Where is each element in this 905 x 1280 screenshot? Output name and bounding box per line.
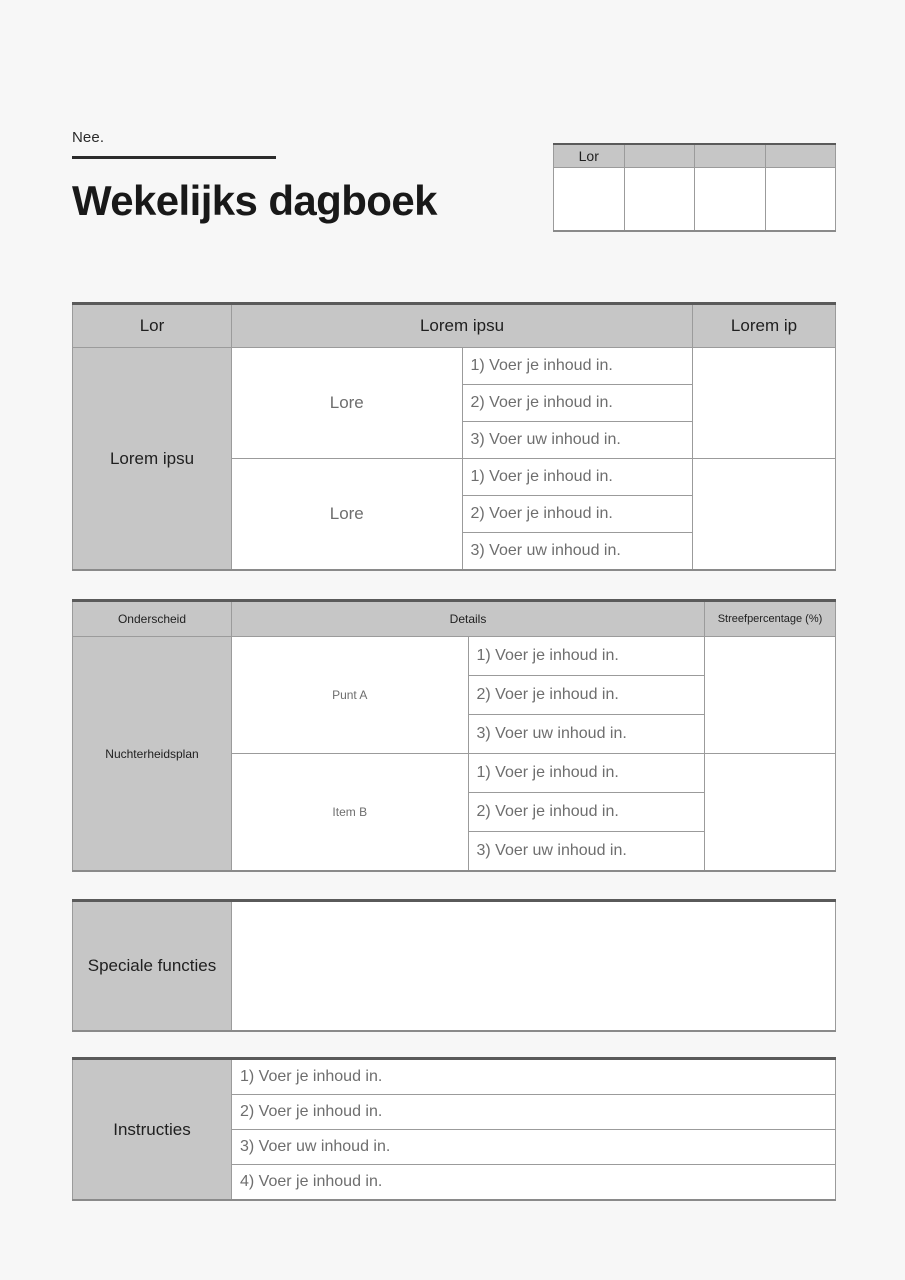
table-one-group-1-label: Lore xyxy=(232,348,463,459)
table-row xyxy=(73,1059,836,1095)
table-one-group-2-item-1[interactable]: 1) Voer je inhoud in. xyxy=(462,459,693,496)
mini-input-cell-4[interactable] xyxy=(765,168,836,232)
instructions-label: Instructies xyxy=(73,1059,232,1201)
table-one-group-2-item-3[interactable]: 3) Voer uw inhoud in. xyxy=(462,533,693,571)
special-features-label: Speciale functies xyxy=(73,901,232,1032)
table-one-group-2-item-2[interactable]: 2) Voer je inhoud in. xyxy=(462,496,693,533)
table-two-group-2-item-1[interactable]: 1) Voer je inhoud in. xyxy=(468,754,705,793)
table-row xyxy=(554,168,836,232)
table-row xyxy=(73,637,836,676)
table-one-group-1-item-1[interactable]: 1) Voer je inhoud in. xyxy=(462,348,693,385)
goals-table xyxy=(72,302,836,571)
special-features-input[interactable] xyxy=(232,901,836,1032)
instructions-item-1[interactable]: 1) Voer je inhoud in. xyxy=(232,1059,836,1095)
table-one-group-2-label: Lore xyxy=(232,459,463,571)
table-two-group-1-item-1[interactable]: 1) Voer je inhoud in. xyxy=(468,637,705,676)
table-one-row-label: Lorem ipsu xyxy=(73,348,232,571)
table-two-header-target: Streefpercentage (%) xyxy=(705,601,836,637)
mini-header-cell-1: Lor xyxy=(554,144,625,168)
table-two-group-1-target[interactable] xyxy=(705,637,836,754)
table-one-group-1-item-3[interactable]: 3) Voer uw inhoud in. xyxy=(462,422,693,459)
document-header xyxy=(72,128,492,225)
table-row xyxy=(73,348,836,385)
table-two-group-2-label: Item B xyxy=(232,754,469,872)
mini-header-cell-4 xyxy=(765,144,836,168)
table-two-group-2-target[interactable] xyxy=(705,754,836,872)
table-one-header-details: Lorem ipsu xyxy=(232,304,693,348)
table-one-group-2-target[interactable] xyxy=(693,459,836,571)
table-one-group-1-target[interactable] xyxy=(693,348,836,459)
table-two-group-1-item-3[interactable]: 3) Voer uw inhoud in. xyxy=(468,715,705,754)
instructions-item-4[interactable]: 4) Voer je inhoud in. xyxy=(232,1165,836,1201)
mini-header-cell-2 xyxy=(624,144,695,168)
special-features-section xyxy=(72,899,836,1032)
instructions-item-2[interactable]: 2) Voer je inhoud in. xyxy=(232,1095,836,1130)
table-row xyxy=(73,901,836,1032)
table-two-group-2-item-3[interactable]: 3) Voer uw inhoud in. xyxy=(468,832,705,872)
table-two-row-label: Nuchterheidsplan xyxy=(73,637,232,872)
table-one-header-target: Lorem ip xyxy=(693,304,836,348)
mini-input-cell-3[interactable] xyxy=(695,168,766,232)
table-one-header-category: Lor xyxy=(73,304,232,348)
table-one-group-1-item-2[interactable]: 2) Voer je inhoud in. xyxy=(462,385,693,422)
summary-mini-table xyxy=(553,143,836,232)
table-two-group-1-label: Punt A xyxy=(232,637,469,754)
instructions-section xyxy=(72,1057,836,1201)
page-title: Wekelijks dagboek xyxy=(72,177,437,224)
table-two-group-1-item-2[interactable]: 2) Voer je inhoud in. xyxy=(468,676,705,715)
document-eyebrow: Nee. xyxy=(72,129,105,146)
table-header-row xyxy=(73,601,836,637)
table-row xyxy=(554,144,836,168)
table-header-row xyxy=(73,304,836,348)
sobriety-plan-table xyxy=(72,599,836,872)
mini-input-cell-2[interactable] xyxy=(624,168,695,232)
table-two-header-category: Onderscheid xyxy=(73,601,232,637)
instructions-item-3[interactable]: 3) Voer uw inhoud in. xyxy=(232,1130,836,1165)
table-two-group-2-item-2[interactable]: 2) Voer je inhoud in. xyxy=(468,793,705,832)
mini-input-cell-1[interactable] xyxy=(554,168,625,232)
table-two-header-details: Details xyxy=(232,601,705,637)
mini-header-cell-3 xyxy=(695,144,766,168)
